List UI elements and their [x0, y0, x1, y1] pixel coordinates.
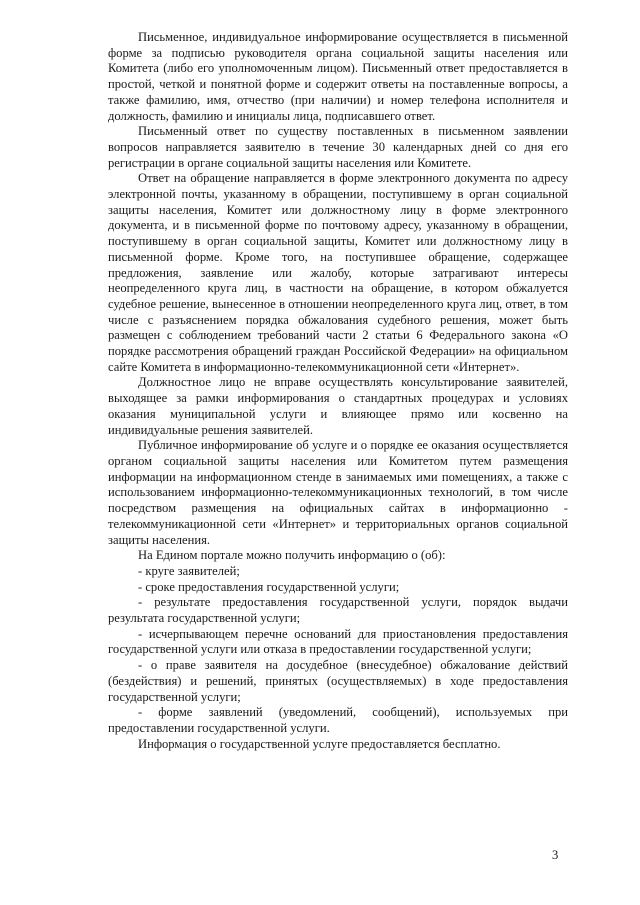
document-body	[108, 30, 568, 752]
paragraph-free-of-charge: Информация о государственной услуге предоставляется бесплатно.	[138, 736, 501, 751]
paragraph-portal-intro: На Едином портале можно получить информацию о (об):	[138, 548, 446, 563]
list-item: - исчерпывающем перечне оснований для приостановления предоставления государственной услуги или отказа в предоставлении государственной услуги;	[108, 626, 568, 657]
list-item: - круге заявителей;	[138, 563, 240, 578]
list-item: - сроке предоставления государственной услуги;	[138, 579, 400, 594]
page-number: 3	[552, 848, 559, 862]
paragraph-consulting-limits: Должностное лицо не вправе осуществлять консультирование заявителей, выходящее за рамки информирования о стандартных процедурах и условиях оказания муниципальной услуги и влияющее прямо или косвенно на индивидуальные решения заявителей.	[108, 375, 568, 437]
list-item: - о праве заявителя на досудебное (внесудебное) обжалование действий (бездействия) и решений, принятых (осуществляемых) в ходе предоставления государственной услуги;	[108, 658, 568, 704]
paragraph-response-delivery: Ответ на обращение направляется в форме электронного документа по адресу электронной почты, указанному в обращении, поступившему в орган социальной защиты населения, Комитет или должностному лицу в форме электронного документа, и в письменной форме по почтовому адресу, указанному в обращении, поступившему в орган социальной защиты, Комитет или должностному лицу в письменной форме. Кроме того, на поступившее обращение, содержащее предложения, заявление или жалобу, которые затрагивают интересы неопределенного круга лиц, в частности на обращение, в котором обжалуется судебное решение, вынесенное в отношении неопределенного круга лиц, ответ, в том числе с разъяснением порядка обжалования судебного решения, может быть размещен с соблюдением требований части 2 статьи 6 Федерального закона «О порядке рассмотрения обращений граждан Российской Федерации» на официальном сайте Комитета в информационно-телекоммуникационной сети «Интернет».	[108, 171, 568, 374]
list-item: - форме заявлений (уведомлений, сообщений), используемых при предоставлении государственной услуги.	[108, 705, 568, 735]
list-item: - результате предоставления государственной услуги, порядок выдачи результата государственной услуги;	[108, 595, 568, 626]
paragraph-public-informing: Публичное информирование об услуге и о порядке ее оказания осуществляется органом социальной защиты населения или Комитетом путем размещения информации на информационном стенде в занимаемых ими помещениях, а также с использованием информационно-телекоммуникационных технологий, в том числе посредством размещения на официальных сайтах в информационно - телекоммуникационной сети «Интернет» и территориальных органов социальной защиты населения.	[108, 438, 568, 547]
paragraph-written-informing: Письменное, индивидуальное информирование осуществляется в письменной форме за подписью руководителя органа социальной защиты населения или Комитета (либо его уполномоченным лицом). Письменный ответ предоставляется в простой, четкой и понятной форме и содержит ответы на поставленные вопросы, а также фамилию, имя, отчество (при наличии) и номер телефона исполнителя и должность, фамилию и инициалы лица, подписавшего ответ.	[108, 30, 568, 123]
paragraph-response-deadline: Письменный ответ по существу поставленных в письменном заявлении вопросов направляется заявителю в течение 30 календарных дней со дня его регистрации в органе социальной защиты населения или Комитете.	[108, 124, 568, 170]
